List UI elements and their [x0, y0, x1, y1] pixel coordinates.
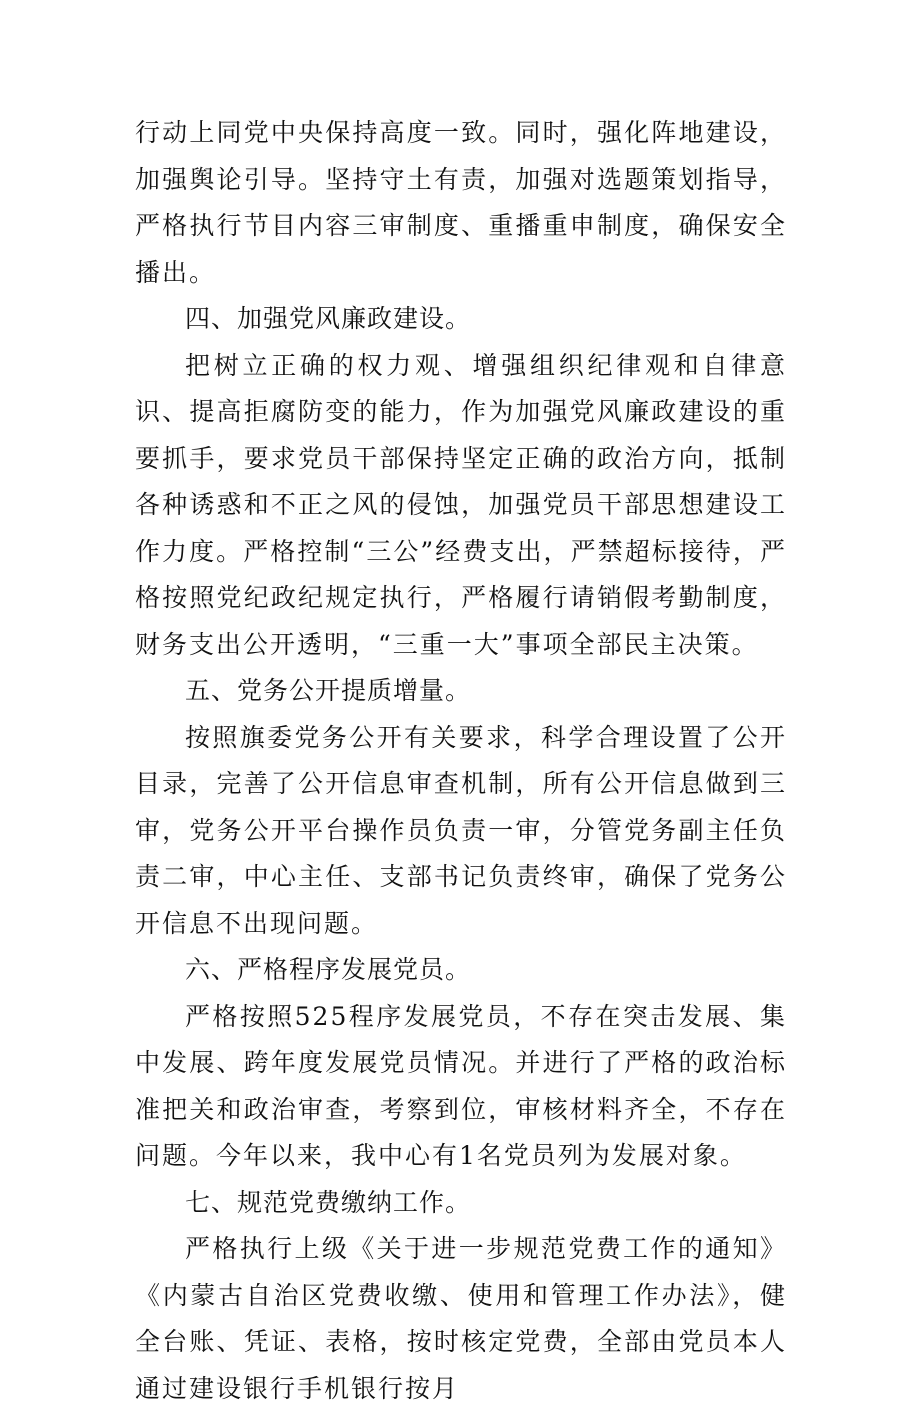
section-heading-6: 六、严格程序发展党员。 — [185, 955, 472, 984]
paragraph-intro: 行动上同党中央保持高度一致。同时，强化阵地建设，加强舆论引导。坚持守土有责，加强对选题策划指导，严格执行节目内容三审制度、重播重申制度，确保安全播出。 — [135, 118, 787, 287]
paragraph-section-6: 严格按照525程序发展党员，不存在突击发展、集中发展、跨年度发展党员情况。并进行了严格的政治标准把关和政治审查，考察到位，审核材料齐全，不存在问题。今年以来，我中心有1名党员列为发展对象。 — [135, 1001, 787, 1170]
section-heading-7: 七、规范党费缴纳工作。 — [185, 1187, 472, 1217]
paragraph-section-5: 按照旗委党务公开有关要求，科学合理设置了公开目录，完善了公开信息审查机制，所有公开信息做到三审，党务公开平台操作员负责一审，分管党务副主任负责二审，中心主任、支部书记负责终审，确保了党务公开信息不出现问题。 — [135, 722, 787, 938]
section-heading-4: 四、加强党风廉政建设。 — [185, 304, 472, 333]
paragraph-section-4: 把树立正确的权力观、增强组织纪律观和自律意识、提高拒腐防变的能力，作为加强党风廉政建设的重要抓手，要求党员干部保持坚定正确的政治方向，抵制各种诱惑和不正之风的侵蚀，加强党员干部思想建设工作力度。严格控制“三公”经费支出，严禁超标接待，严格按照党纪政纪规定执行，严格履行请销假考勤制度，财务支出公开透明，“三重一大”事项全部民主决策。 — [135, 350, 787, 659]
document-body — [135, 110, 787, 1412]
paragraph-section-7: 严格执行上级《关于进一步规范党费工作的通知》《内蒙古自治区党费收缴、使用和管理工作办法》，健全台账、凭证、表格，按时核定党费，全部由党员本人通过建设银行手机银行按月 — [135, 1234, 787, 1403]
section-heading-5: 五、党务公开提质增量。 — [185, 676, 472, 705]
